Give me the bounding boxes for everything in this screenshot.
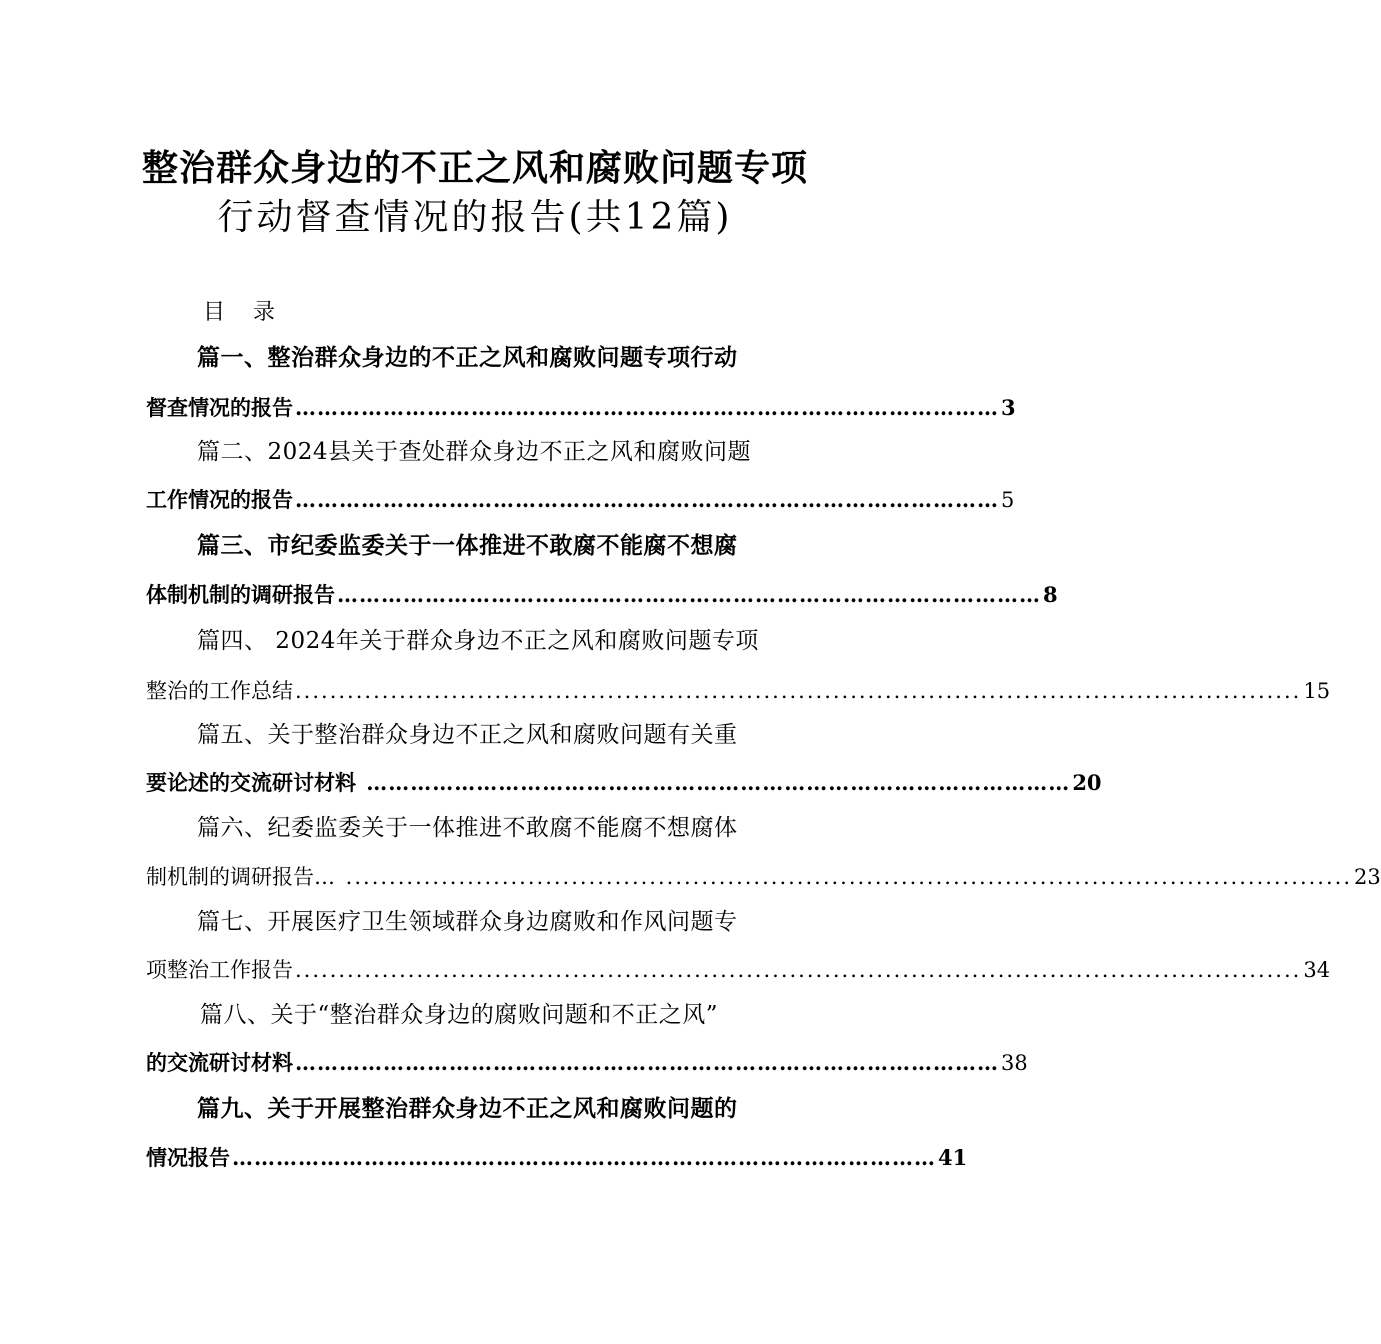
dot-leader: …………………………………………………………………………………… — [232, 1145, 936, 1170]
toc-entry-title-9[interactable]: 篇九、关于开展整治群众身边不正之风和腐败问题的 — [197, 1095, 738, 1122]
toc-entry-title-5[interactable]: 篇五、关于整治群众身边不正之风和腐败问题有关重 — [197, 722, 738, 748]
toc-entry-line2-1[interactable] — [146, 393, 1016, 423]
dot-leader: …………………………………………………………………………………… — [295, 395, 999, 420]
toc-entry-continuation: 体制机制的调研报告 — [146, 582, 335, 607]
document-title-line2: 行动督查情况的报告(共12篇) — [217, 197, 733, 238]
dot-leader: …………………………………………………………………………………… — [295, 487, 999, 512]
toc-heading: 目 录 — [203, 300, 275, 325]
toc-entry-line2-6[interactable] — [146, 862, 1381, 892]
toc-page-number: 23 — [1354, 865, 1381, 889]
toc-page-number: 41 — [938, 1145, 968, 1170]
toc-entry-line2-4[interactable] — [146, 676, 1331, 706]
dot-leader: …………………………………………………………………………………… — [337, 582, 1041, 607]
toc-entry-line2-5[interactable] — [146, 768, 1102, 798]
toc-entry-title-4[interactable]: 篇四、 2024年关于群众身边不正之风和腐败问题专项 — [197, 628, 759, 654]
toc-page-number: 5 — [1001, 488, 1015, 512]
toc-entry-title-3[interactable]: 篇三、市纪委监委关于一体推进不敢腐不能腐不想腐 — [197, 532, 738, 559]
toc-entry-continuation: 工作情况的报告 — [146, 487, 293, 512]
toc-entry-continuation: 督查情况的报告 — [146, 395, 293, 420]
dot-leader: …………………………………………………………………………………… — [358, 770, 1071, 795]
toc-page-number: 38 — [1001, 1051, 1028, 1075]
toc-entry-line2-9[interactable] — [146, 1143, 968, 1173]
toc-page-number: 8 — [1043, 582, 1058, 607]
toc-entry-continuation: 要论述的交流研讨材料 — [146, 770, 356, 795]
toc-page-number: 20 — [1072, 770, 1102, 795]
toc-entry-title-2[interactable]: 篇二、2024县关于查处群众身边不正之风和腐败问题 — [197, 439, 752, 465]
dot-leader: .................................................................................................................... — [295, 958, 1302, 982]
dot-leader: …………………………………………………………………………………… — [295, 1050, 999, 1075]
toc-entry-title-8[interactable]: 篇八、关于“整治群众身边的腐败问题和不正之风” — [200, 1002, 719, 1028]
toc-entry-continuation: 项整治工作报告 — [146, 958, 293, 982]
toc-page-number: 3 — [1001, 395, 1016, 420]
toc-entry-line2-2[interactable] — [146, 485, 1015, 515]
toc-entry-continuation: 整治的工作总结 — [146, 679, 293, 703]
toc-entry-line2-7[interactable] — [146, 955, 1331, 985]
document-title-line1: 整治群众身边的不正之风和腐败问题专项 — [141, 147, 808, 189]
toc-entry-line2-3[interactable] — [146, 580, 1058, 610]
toc-entry-continuation: 情况报告 — [146, 1145, 230, 1170]
toc-entry-title-1[interactable]: 篇一、整治群众身边的不正之风和腐败问题专项行动 — [197, 344, 738, 371]
dot-leader: .................................................................................................................... — [337, 865, 1353, 889]
toc-entry-continuation: 的交流研讨材料 — [146, 1050, 293, 1075]
toc-entry-continuation: 制机制的调研报告… — [146, 865, 335, 889]
toc-entry-line2-8[interactable] — [146, 1048, 1028, 1078]
dot-leader: .................................................................................................................... — [295, 679, 1302, 703]
toc-entry-title-7[interactable]: 篇七、开展医疗卫生领域群众身边腐败和作风问题专 — [197, 909, 738, 935]
toc-entry-title-6[interactable]: 篇六、纪委监委关于一体推进不敢腐不能腐不想腐体 — [197, 815, 738, 841]
toc-page-number: 15 — [1303, 679, 1331, 703]
toc-page-number: 34 — [1303, 958, 1331, 982]
